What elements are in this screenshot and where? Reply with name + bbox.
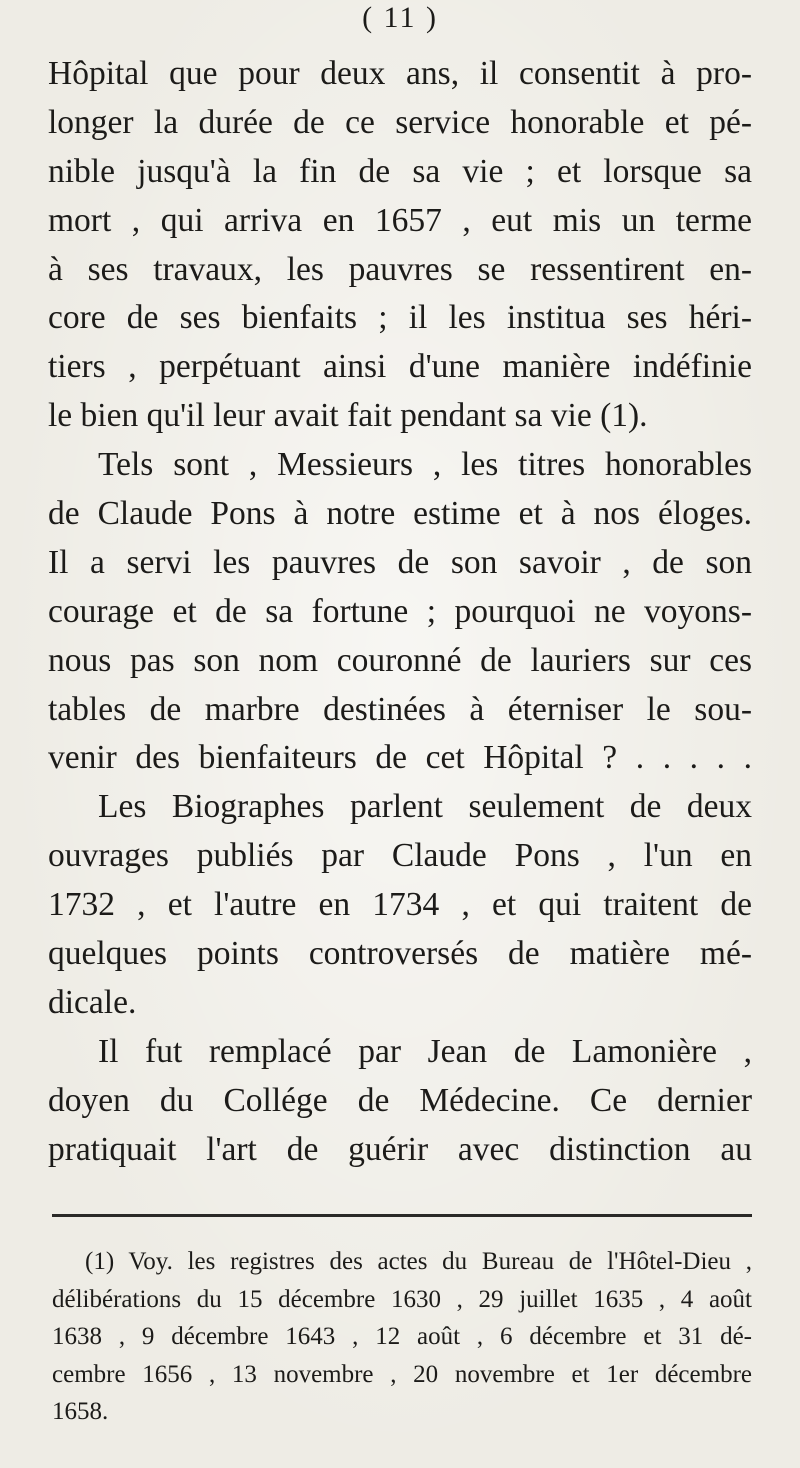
text-line: courage et de sa fortune ; pourquoi ne voyons-	[48, 592, 752, 630]
text-line: 1732 , et l'autre en 1734 , et qui traitent de	[48, 886, 752, 924]
text-line: le bien qu'il leur avait fait pendant sa vie (1).	[48, 397, 648, 435]
text-line: mort , qui arriva en 1657 , eut mis un terme	[48, 201, 752, 239]
page-number: ( 11 )	[362, 1, 438, 34]
footnote-line: (1) Voy. les registres des actes du Bureau de l'Hôtel-Dieu ,	[85, 1248, 752, 1275]
footnote	[52, 1243, 752, 1431]
footnote-line: cembre 1656 , 13 novembre , 20 novembre et 1er décembre	[52, 1360, 752, 1388]
text-line: Tels sont , Messieurs , les titres honorables	[98, 446, 752, 484]
footnote-divider	[52, 1214, 752, 1217]
text-line: Les Biographes parlent seulement de deux	[98, 788, 752, 826]
text-line: nous pas son nom couronné de lauriers sur ces	[48, 641, 752, 679]
text-line: core de ses bienfaits ; il les institua ses héri-	[48, 299, 752, 337]
text-line: dicale.	[48, 983, 137, 1021]
text-line: tiers , perpétuant ainsi d'une manière indéfinie	[48, 348, 752, 386]
text-line: quelques points controversés de matière mé-	[48, 935, 752, 973]
footnote-line: 1638 , 9 décembre 1643 , 12 août , 6 décembre et 31 dé-	[52, 1323, 752, 1350]
text-line: nible jusqu'à la fin de sa vie ; et lorsque sa	[48, 152, 752, 190]
text-line: venir des bienfaiteurs de cet Hôpital ? . . . . .	[48, 739, 752, 777]
text-line: de Claude Pons à notre estime et à nos éloges.	[48, 495, 752, 533]
footnote-line: 1658.	[52, 1398, 109, 1425]
text-line: à ses travaux, les pauvres se ressentirent en-	[48, 250, 752, 288]
footnote-line: délibérations du 15 décembre 1630 , 29 juillet 1635 , 4 août	[52, 1285, 752, 1313]
text-line: doyen du Collége de Médecine. Ce dernier	[48, 1081, 752, 1119]
text-line: ouvrages publiés par Claude Pons , l'un en	[48, 837, 752, 875]
text-line: Hôpital que pour deux ans, il consentit à pro-	[48, 55, 752, 92]
text-line: Il fut remplacé par Jean de Lamonière ,	[98, 1032, 752, 1070]
text-line: tables de marbre destinées à éterniser le sou-	[48, 690, 752, 728]
body-text	[48, 50, 752, 1174]
text-line: longer la durée de ce service honorable et pé-	[48, 103, 752, 141]
text-line: Il a servi les pauvres de son savoir , de son	[48, 543, 752, 581]
text-line: pratiquait l'art de guérir avec distinction au	[48, 1130, 752, 1168]
